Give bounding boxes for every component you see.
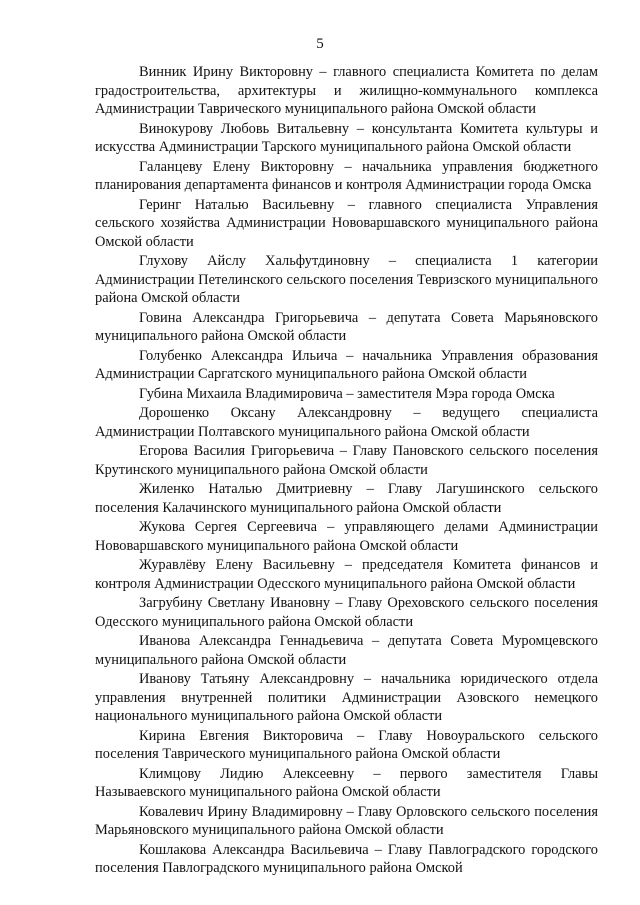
list-item: Климцову Лидию Алексеевну – первого заместителя Главы Называевского муниципального района Омской области: [95, 765, 598, 800]
list-item: Галанцеву Елену Викторовну – начальника управления бюджетного планирования департамента финансов и контроля Администрации города Омска: [95, 158, 598, 193]
list-item: Ковалевич Ирину Владимировну – Главу Орловского сельского поселения Марьяновского муниципального района Омской области: [95, 803, 598, 838]
list-item: Иванова Александра Геннадьевича – депутата Совета Муромцевского муниципального района Омской области: [95, 633, 598, 668]
list-item: Голубенко Александра Ильича – начальника Управления образования Администрации Саргатского муниципального района Омской области: [95, 347, 598, 382]
list-item: Винокурову Любовь Витальевну – консультанта Комитета культуры и искусства Администрации Тарского муниципального района Омской области: [95, 120, 598, 155]
list-item: Жукова Сергея Сергеевича – управляющего делами Администрации Нововаршавского муниципального района Омской области: [95, 519, 598, 554]
list-item: Егорова Василия Григорьевича – Главу Пановского сельского поселения Крутинского муниципального района Омской области: [95, 443, 598, 478]
list-item: Винник Ирину Викторовну – главного специалиста Комитета по делам градостроительства, архитектуры и жилищно-коммунального комплекса Администрации Таврического муниципального района Омской области: [95, 64, 598, 117]
list-item: Геринг Наталью Васильевну – главного специалиста Управления сельского хозяйства Администрации Нововаршавского муниципального района Омской области: [95, 196, 598, 250]
list-item: Говина Александра Григорьевича – депутата Совета Марьяновского муниципального района Омской области: [95, 309, 598, 344]
list-item: Кирина Евгения Викторовича – Главу Новоуральского сельского поселения Таврического муниципального района Омской области: [95, 727, 598, 762]
page-number: 5: [316, 36, 324, 52]
list-item: Кошлакова Александра Васильевича – Главу Павлоградского городского поселения Павлоградского муниципального района Омской: [95, 841, 598, 876]
list-item: Журавлёву Елену Васильевну – председателя Комитета финансов и контроля Администрации Одесского муниципального района Омской области: [95, 557, 598, 592]
document-body: [95, 63, 598, 878]
list-item: Глухову Айслу Хальфутдиновну – специалиста 1 категории Администрации Петелинского сельского поселения Тевризского муниципального района Омской области: [95, 253, 598, 306]
list-item: Жиленко Наталью Дмитриевну – Главу Лагушинского сельского поселения Калачинского муниципального района Омской области: [95, 481, 598, 516]
list-item: Иванову Татьяну Александровну – начальника юридического отдела управления внутренней политики Администрации Азовского немецкого национального муниципального района Омской области: [95, 671, 598, 724]
list-item: Загрубину Светлану Ивановну – Главу Ореховского сельского поселения Одесского муниципального района Омской области: [95, 595, 598, 630]
list-item: Дорошенко Оксану Александровну – ведущего специалиста Администрации Полтавского муниципального района Омской области: [95, 405, 598, 440]
list-item: Губина Михаила Владимировича – заместителя Мэра города Омска: [139, 385, 555, 402]
